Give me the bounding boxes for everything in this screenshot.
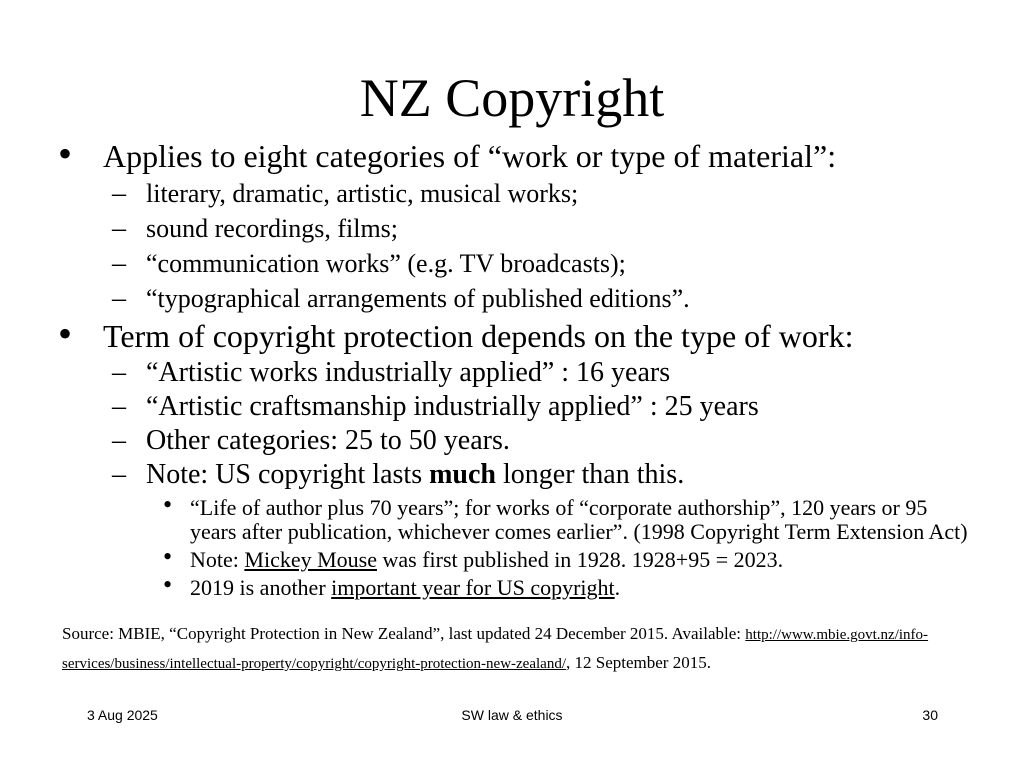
sub-bullet-text: “Artistic craftsmanship industrially applied” : 25 years [146,391,759,422]
dash-marker: – [112,391,126,422]
bullet-marker: • [163,490,173,519]
sub-bullet [0,176,1024,211]
sub-bullet [0,281,1024,316]
bullet-marker: • [163,570,173,599]
slide-title: NZ Copyright [359,68,665,128]
mickey-mouse-link[interactable]: Mickey Mouse [244,547,377,572]
sub-sub-bullet [0,570,1024,600]
bullet-marker: • [58,131,73,176]
sub-bullet [0,356,1024,390]
sub-bullet [0,211,1024,246]
slide-body [0,131,1024,600]
bullet-categories [0,131,1024,176]
bullet-text: Term of copyright protection depends on the type of work: [103,318,854,354]
sub-bullet-text: “typographical arrangements of published editions”. [146,284,690,313]
dash-marker: – [112,425,126,456]
note-text-before: Note: US copyright lasts [146,459,430,490]
bullet-marker: • [58,311,73,356]
sub-sub-bullet-text: was first published in 1928. 1928+95 = 2023. [376,547,784,572]
sub-sub-bullet-text: Note: [190,547,245,572]
dash-marker: – [112,283,126,314]
sub-bullet [0,424,1024,458]
note-text-bold: much [429,459,496,490]
sub-bullet-text: “communication works” (e.g. TV broadcasts); [146,249,626,278]
source-url-link[interactable]: http://www.mbie.govt.nz/info-services/business/intellectual-property/copyright/copyright-protection-new-zealand/ [62,627,929,672]
sub-bullet-text: literary, dramatic, artistic, musical works; [146,179,579,208]
sub-bullet [0,390,1024,424]
sub-sub-bullet-text: “Life of author plus 70 years”; for works of “corporate authorship”, 120 years or 95 years after publication, whichever comes earlier”. (1998 Copyright Term Extension Act) [190,495,968,544]
bullet-marker: • [163,542,173,571]
source-text: Source: MBIE, “Copyright Protection in New Zealand”, last updated 24 December 2015. Available: [62,624,746,643]
sub-bullet-text: “Artistic works industrially applied” : 16 years [146,357,671,388]
note-text-after: longer than this. [496,459,685,490]
footer-date: 3 Aug 2025 [87,707,158,723]
footer-page-number: 30 [922,707,938,723]
sub-bullet-text: sound recordings, films; [146,214,399,243]
sub-sub-bullet-text: 2019 is another [190,575,332,600]
dash-marker: – [112,357,126,388]
dash-marker: – [112,248,126,279]
sub-sub-bullet-text: . [614,575,621,600]
us-copyright-link[interactable]: important year for US copyright [331,575,615,600]
bullet-text: Applies to eight categories of “work or type of material”: [103,138,837,174]
dash-marker: – [112,213,126,244]
sub-bullet-text: Other categories: 25 to 50 years. [146,425,510,456]
sub-sub-bullet [0,542,1024,572]
bullet-term [0,311,1024,356]
footer-course-title: SW law & ethics [461,707,563,723]
dash-marker: – [112,178,126,209]
sub-bullet [0,246,1024,281]
source-text-after: , 12 September 2015. [566,653,711,672]
source-citation [62,620,962,678]
sub-bullet-us-note [0,458,1024,492]
dash-marker: – [112,459,126,490]
sub-sub-bullet [0,490,1024,544]
